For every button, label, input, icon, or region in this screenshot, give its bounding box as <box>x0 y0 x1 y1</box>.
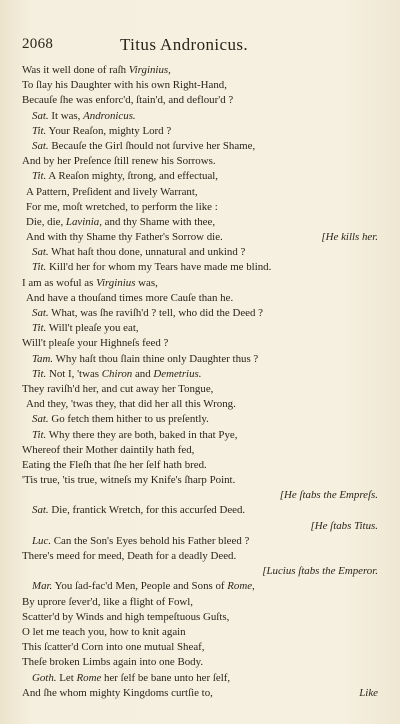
italic-text: Virginius, <box>128 64 171 76</box>
play-text <box>22 63 378 701</box>
line-text: Kill'd her for whom my Tears have made me blind. <box>46 261 272 274</box>
italic-text: Tit. <box>32 367 47 380</box>
text-line <box>22 154 378 169</box>
line-text: Scatter'd by Winds and high tempeſtuous Guſts, <box>22 610 230 623</box>
line-text: Was it well done of raſh <box>22 64 129 76</box>
text-line <box>22 276 378 291</box>
text-line <box>22 428 378 443</box>
italic-text: Rome, <box>227 580 255 593</box>
line-text: Let <box>56 671 77 684</box>
line-text: Theſe broken Limbs again into one Body. <box>22 656 204 669</box>
stage-direction: [He kills her. <box>321 231 378 244</box>
italic-text: Tit. <box>32 170 47 183</box>
stage-direction: [He ſtabs Titus. <box>310 519 378 532</box>
text-line <box>22 200 378 215</box>
text-line <box>22 397 378 412</box>
text-line <box>22 367 378 382</box>
line-text: A Reaſon mighty, ſtrong, and effectual, <box>46 170 219 183</box>
text-line <box>22 473 378 488</box>
line-text: Whereof their Mother daintily hath fed, <box>22 443 195 456</box>
italic-text: Luc. <box>32 534 52 547</box>
line-text: And ſhe whom mighty Kingdoms curtſie to, <box>22 686 213 699</box>
text-line <box>22 640 378 655</box>
text-line <box>22 443 378 458</box>
line-text: Die, die, <box>26 215 66 228</box>
text-line <box>22 686 378 701</box>
italic-text: Sat. <box>32 139 49 152</box>
text-line <box>22 488 378 503</box>
text-line <box>22 655 378 670</box>
italic-text: Demetrius. <box>153 367 202 380</box>
line-text: Your Reaſon, mighty Lord ? <box>46 124 172 137</box>
text-line <box>22 245 378 260</box>
text-line <box>22 352 378 367</box>
italic-text: Tit. <box>32 261 47 274</box>
line-text: And with thy Shame thy Father's Sorrow die. <box>26 231 223 244</box>
text-line <box>22 412 378 427</box>
line-text: They raviſh'd her, and cut away her Tongue, <box>22 382 214 395</box>
italic-text: Sat. <box>32 246 49 259</box>
text-line <box>22 625 378 640</box>
text-line <box>22 230 378 245</box>
line-text: Can the Son's Eyes behold his Father bleed ? <box>51 534 250 547</box>
line-text: Go fetch them hither to us preſently. <box>48 413 209 426</box>
page-number: 2068 <box>22 36 54 52</box>
italic-text: Sat. <box>32 413 49 426</box>
text-line <box>22 564 378 579</box>
page-header <box>22 36 372 56</box>
text-line <box>22 185 378 200</box>
line-text: What, was ſhe raviſh'd ? tell, who did the Deed ? <box>48 307 264 319</box>
line-text: A Pattern, Preſident and lively Warrant, <box>26 185 198 198</box>
text-line <box>22 671 378 686</box>
italic-text: Sat. <box>32 504 49 517</box>
text-line <box>22 579 378 594</box>
line-text: 'Tis true, 'tis true, witneſs my Knife's ſharp Point. <box>22 474 236 487</box>
line-text: And by her Preſence ſtill renew his Sorrows. <box>22 155 216 168</box>
line-text: was, <box>135 276 158 289</box>
line-text: Why there they are both, baked in that Pye, <box>46 428 238 441</box>
text-line <box>22 595 378 610</box>
text-line <box>22 382 378 397</box>
text-line <box>22 215 378 230</box>
italic-text: Tit. <box>32 428 47 441</box>
text-line <box>22 336 378 351</box>
line-text: Becauſe the Girl ſhould not ſurvive her Shame, <box>48 139 256 152</box>
line-text: You ſad-fac'd Men, People and Sons of <box>52 580 228 593</box>
line-text: Will't pleaſe you eat, <box>46 322 139 335</box>
line-text: Becauſe ſhe was enforc'd, ſtain'd, and deflour'd ? <box>22 94 234 107</box>
running-title: Titus Andronicus. <box>120 35 249 54</box>
line-text: To ſlay his Daughter with his own Right-Hand, <box>22 79 227 92</box>
catchword: Like <box>359 686 378 699</box>
line-text: What haſt thou done, unnatural and unkind ? <box>48 246 246 259</box>
line-text: And they, 'twas they, that did her all this Wrong. <box>26 398 236 411</box>
line-text: and <box>132 367 154 380</box>
text-line <box>22 260 378 275</box>
line-text: There's meed for meed, Death for a deadly Deed. <box>22 550 237 562</box>
italic-text: Virginius <box>96 276 136 289</box>
text-line <box>22 124 378 139</box>
line-text: O let me teach you, how to knit again <box>22 625 186 638</box>
line-text: Why haſt thou ſlain thine only Daughter thus ? <box>53 352 259 365</box>
text-line <box>22 109 378 124</box>
italic-text: Goth. <box>32 671 57 684</box>
line-text: For me, moſt wretched, to perform the like : <box>26 200 218 213</box>
stage-direction: [Lucius ſtabs the Emperor. <box>262 565 378 578</box>
italic-text: Lavinia, <box>65 215 102 228</box>
text-line <box>22 321 378 336</box>
line-text: Not I, 'twas <box>46 367 102 380</box>
text-line <box>22 306 378 321</box>
line-text: And have a thouſand times more Cauſe than he. <box>26 291 234 304</box>
line-text: Eating the Fleſh that ſhe her ſelf hath bred. <box>22 458 207 471</box>
italic-text: Chiron <box>101 367 133 380</box>
text-line <box>22 78 378 93</box>
italic-text: Sat. <box>32 307 49 319</box>
stage-direction: [He ſtabs the Empreſs. <box>279 489 378 502</box>
line-text: her ſelf be bane unto her ſelf, <box>101 671 231 684</box>
italic-text: Rome <box>76 671 102 684</box>
line-text: Will't pleaſe your Highneſs feed ? <box>22 337 169 350</box>
text-line <box>22 139 378 154</box>
text-line <box>22 93 378 108</box>
text-line <box>22 519 378 534</box>
line-text: It was, <box>48 109 84 122</box>
line-text: By uprore ſever'd, like a flight of Fowl, <box>22 595 194 608</box>
text-line <box>22 291 378 306</box>
text-line <box>22 458 378 473</box>
italic-text: Andronicus. <box>83 109 136 122</box>
italic-text: Mar. <box>32 580 53 593</box>
text-line <box>22 169 378 184</box>
line-text: I am as woful as <box>22 276 97 289</box>
text-line <box>22 63 378 78</box>
text-line <box>22 549 378 564</box>
line-text: This ſcatter'd Corn into one mutual Sheaf, <box>22 641 205 654</box>
line-text: and thy Shame with thee, <box>101 215 216 228</box>
italic-text: Tit. <box>32 124 47 137</box>
italic-text: Tit. <box>32 322 47 335</box>
italic-text: Sat. <box>32 109 49 122</box>
text-line <box>22 610 378 625</box>
line-text: Die, frantick Wretch, for this accurſed Deed. <box>48 504 246 517</box>
italic-text: Tam. <box>32 352 54 365</box>
text-line <box>22 503 378 518</box>
text-line <box>22 534 378 549</box>
